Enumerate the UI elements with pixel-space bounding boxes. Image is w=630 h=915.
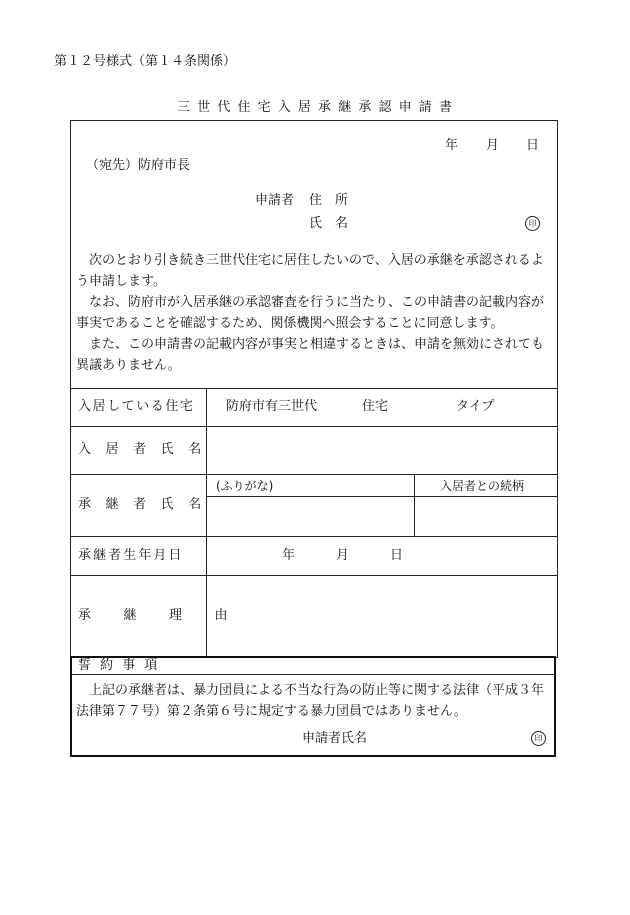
current-residence-label: 入居している住宅 [78,399,195,414]
document-title: 三世代住宅入居承継承認申請書 [177,100,460,115]
pledge-signature-label: 申請者氏名 [302,731,368,746]
date-year: 年 [445,138,459,153]
successor-name-label: 承継者氏名 [78,497,216,512]
applicant-name-label: 氏 名 [309,216,349,231]
row-divider [70,536,557,537]
pledge-heading: 誓約事項 [78,658,167,673]
date-day: 日 [526,138,540,153]
resident-name-label: 入居者氏名 [78,442,216,457]
row-divider [70,426,557,427]
pledge-seal-icon: 印 [531,731,546,746]
row-divider [206,496,557,497]
applicant-address-label: 住 所 [309,193,349,208]
declaration-text [76,250,556,376]
declaration-paragraph: 次のとおり引き続き三世代住宅に居住したいので、入居の承継を承認されるよう申請します。 [76,253,544,289]
birth-day: 日 [390,548,404,563]
birth-year: 年 [282,548,296,563]
declaration-paragraph: また、この申請書の記載内容が事実と相違するときは、申請を無効にされても異議ありません。 [76,337,545,373]
reason-label: 承継理由 [78,608,261,623]
relation-label: 入居者との続柄 [440,479,525,493]
pledge-body: 上記の承継者は、暴力団員による不当な行為の防止等に関する法律（平成３年法律第７７号）第２条第６号に規定する暴力団員ではありません。 [76,683,545,719]
current-residence-suffix: タイプ [456,399,495,414]
column-divider [414,474,415,536]
addressee: （宛先）防府市長 [86,158,191,173]
declaration-paragraph: なお、防府市が入居承継の承認審査を行うに当たり、この申請書の記載内容が事実であることを確認するため、関係機関へ照会することに同意します。 [76,295,545,331]
row-divider [70,388,557,389]
current-residence-middle: 住宅 [362,399,389,414]
furigana-label: (ふりがな) [216,479,274,493]
form-number: 第１２号様式（第１４条関係） [54,54,237,69]
row-divider [70,474,557,475]
current-residence-prefix: 防府市有三世代 [226,399,318,414]
birth-month: 月 [336,548,350,563]
pledge-divider [70,674,556,675]
date-month: 月 [486,138,500,153]
applicant-label: 申請者 [255,193,295,208]
applicant-seal-icon: 印 [525,216,540,231]
successor-birth-label: 承継者生年月日 [78,548,184,563]
row-divider [70,575,557,576]
